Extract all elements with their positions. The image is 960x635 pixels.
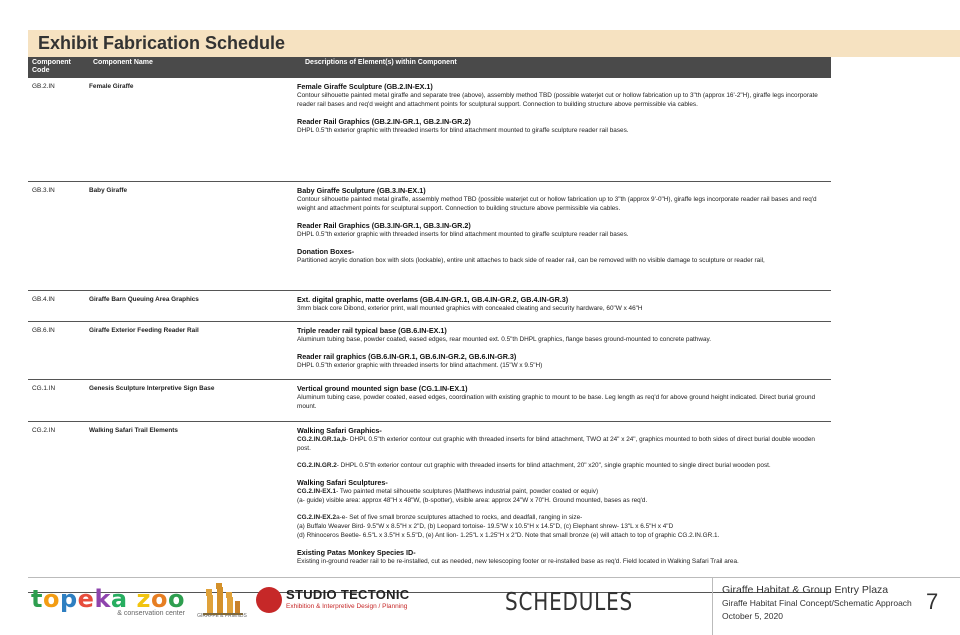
footer-vertical-divider xyxy=(712,578,713,635)
header-descriptions: Descriptions of Element(s) within Component xyxy=(305,59,457,66)
block-heading: Triple reader rail typical base (GB.6.IN-EX.1) xyxy=(297,326,447,335)
block-text: DHPL 0.5"th exterior graphic with threaded inserts for blind attachment mounted to giraffe sculpture reader rail bases. xyxy=(297,127,629,134)
block-extra: (a) Buffalo Weaver Bird- 9.5"W x 8.5"H x 2"D, (b) Leopard tortoise- 19.5"W x 10.5"H x 14.5"D, (c) Elephant shrew- 13"L x 6.5"H x 4"D xyxy=(297,523,674,530)
block-text: DHPL 0.5"th exterior graphic with threaded inserts for blind attachment mounted to giraffe sculpture reader rail bases. xyxy=(297,231,629,238)
header-component-name: Component Name xyxy=(93,59,153,66)
block-text xyxy=(297,513,825,522)
row-description xyxy=(293,291,831,321)
header-component-code: Component Code xyxy=(32,59,71,74)
block-heading: Ext. digital graphic, matte overlams (GB.4.IN-GR.1, GB.4.IN-GR.2, GB.4.IN-GR.3) xyxy=(297,295,569,304)
project-info xyxy=(722,584,912,623)
block-heading: Donation Boxes- xyxy=(297,247,355,256)
row-name: Giraffe Barn Queuing Area Graphics xyxy=(89,296,199,303)
row-name: Female Giraffe xyxy=(89,83,134,90)
row-code: CG.2.IN xyxy=(32,427,56,434)
table-header xyxy=(28,57,831,78)
block-lead: CG.2.IN.GR.1a,b xyxy=(297,436,347,443)
block-text: Aluminum tubing case, powder coated, eased edges, coordination with existing graphic to mount to be base. Leg length as req'd for above ground height indicated. Direct burial ground mount. xyxy=(297,394,816,410)
block-text: Existing in-ground reader rail to be re-installed, cut as needed, new telescoping footer or re-installed base as req'd. Field located in Walking Safari Trail area. xyxy=(297,558,739,565)
block-lead: CG.2.IN.GR.2 xyxy=(297,462,337,469)
topeka-zoo-logo xyxy=(31,587,185,617)
block-heading: Baby Giraffe Sculpture (GB.3.IN-EX.1) xyxy=(297,186,426,195)
row-name: Baby Giraffe xyxy=(89,187,128,194)
block-lead: CG.2.IN-EX.1 xyxy=(297,488,337,495)
row-description xyxy=(293,78,831,181)
block-heading: Reader Rail Graphics (GB.2.IN-GR.1, GB.2.IN-GR.2) xyxy=(297,117,471,126)
block-heading: Walking Safari Graphics- xyxy=(297,426,382,435)
block-extra: (d) Rhinoceros Beetle- 6.5"L x 3.5"H x 5.5"D, (e) Ant lion- 1.25"L x 1.25"H x 2"D. Note that small bronze (e) will attach to top of graphic CG.2.IN.GR.1. xyxy=(297,532,720,539)
title-band xyxy=(28,30,960,57)
project-title: Giraffe Habitat & Group Entry Plaza xyxy=(722,584,889,596)
topeka-zoo-subtitle: & conservation center xyxy=(117,610,185,617)
block-text xyxy=(297,461,825,470)
row-name: Genesis Sculpture Interpretive Sign Base xyxy=(89,385,215,392)
block-heading: Walking Safari Sculptures- xyxy=(297,478,388,487)
row-description xyxy=(293,182,831,290)
row-name: Walking Safari Trail Elements xyxy=(89,427,178,434)
block-text xyxy=(297,487,825,496)
row-description xyxy=(293,322,831,379)
block-text: Aluminum tubing base, powder coated, eased edges, rear mounted ext. 0.5"th DHPL graphics, flange bases ground-mounted to concrete pathway. xyxy=(297,336,712,343)
page-title: Exhibit Fabrication Schedule xyxy=(38,33,286,53)
project-subtitle: Giraffe Habitat Final Concept/Schematic Approach xyxy=(722,598,912,608)
block-body: - Two painted metal silhouette sculptures (Matthews industrial paint, powder coated or equiv) xyxy=(336,488,599,495)
table-row xyxy=(28,322,831,380)
row-description xyxy=(293,380,831,421)
row-code: GB.6.IN xyxy=(32,327,55,334)
block-text: Partitioned acrylic donation box with slots (lockable), entire unit attaches to back side of reader rail, can be removed with no visible damage to sculpture or reader rail, xyxy=(297,257,765,264)
row-name: Giraffe Exterior Feeding Reader Rail xyxy=(89,327,199,334)
row-code: GB.3.IN xyxy=(32,187,55,194)
block-text: 3mm black core Dibond, exterior print, wall mounted graphics with concealed cleating and security hardware, 60"W x 46"H xyxy=(297,305,643,312)
row-code: GB.2.IN xyxy=(32,83,55,90)
studio-tectonic-name: STUDIO TECTONIC xyxy=(286,587,410,602)
block-heading: Female Giraffe Sculpture (GB.2.IN-EX.1) xyxy=(297,82,433,91)
page-number: 7 xyxy=(926,589,939,614)
block-text: DHPL 0.5"th exterior graphic with threaded inserts for blind attachment. (15"W x 9.5"H) xyxy=(297,362,543,369)
block-extra: (a- guide) visible area: approx 48"H x 48"W, (b-spotter), visible area: approx 24"W x 70"H. Ground mounted, bases as req'd. xyxy=(297,497,648,504)
row-code: GB.4.IN xyxy=(32,296,55,303)
block-body: - DHPL 0.5"th exterior contour cut graphic with threaded inserts for blind attachment, 20" x20", single graphic mounted to single direct burial wooden post. xyxy=(336,462,771,469)
block-heading: Vertical ground mounted sign base (CG.1.IN-EX.1) xyxy=(297,384,468,393)
table-row xyxy=(28,291,831,322)
studio-tectonic-mark-icon xyxy=(256,587,282,613)
project-date: October 5, 2020 xyxy=(722,611,783,621)
footer-divider xyxy=(28,577,960,578)
table-row xyxy=(28,422,831,593)
row-description xyxy=(293,422,831,592)
table-row xyxy=(28,380,831,422)
block-body: a-e- Set of five small bronze sculptures attached to rocks, and deadfall, ranging in size- xyxy=(336,514,583,521)
block-body: - DHPL 0.5"th exterior contour cut graphic with threaded inserts for blind attachment, TWO at 24" x 24", graphics mounted to both sides of direct burial double wooden post. xyxy=(297,436,815,452)
section-label: SCHEDULES xyxy=(505,587,634,616)
block-heading: Existing Patas Monkey Species ID- xyxy=(297,548,416,557)
giraffe-friends-text: GIRAFFE & FRIENDS xyxy=(197,613,247,619)
block-lead: CG.2.IN-EX.2 xyxy=(297,514,337,521)
block-heading: Reader rail graphics (GB.6.IN-GR.1, GB.6.IN-GR.2, GB.6.IN-GR.3) xyxy=(297,352,517,361)
row-code: CG.1.IN xyxy=(32,385,56,392)
fabrication-table xyxy=(28,57,831,593)
block-text: Contour silhouette painted metal giraffe and separate tree (above), assembly method TBD (possible waterjet cut or hollow fabrication up to 3"th (approx 16'-2"H), giraffe legs incorporate reader rail bases and req'd weight and attachment points for sculptural support. Connection to building structure above permissible via cables. xyxy=(297,92,818,108)
table-row xyxy=(28,78,831,182)
studio-tectonic-subtitle: Exhibition & Interpretive Design / Planning xyxy=(286,603,408,610)
block-text: Contour silhouette painted metal giraffe, assembly method TBD (possible waterjet cut or hollow fabrication up to 3"th (approx 9'-0"H), giraffe legs incorporate reader rail bases and req'd weight and attachment points for sculptural support. Connection to building structure above permissible via cables. xyxy=(297,196,817,212)
table-row xyxy=(28,182,831,291)
block-heading: Reader Rail Graphics (GB.3.IN-GR.1, GB.3.IN-GR.2) xyxy=(297,221,471,230)
topeka-zoo-wordmark: topeka zoo xyxy=(31,585,185,613)
block-text xyxy=(297,435,825,453)
